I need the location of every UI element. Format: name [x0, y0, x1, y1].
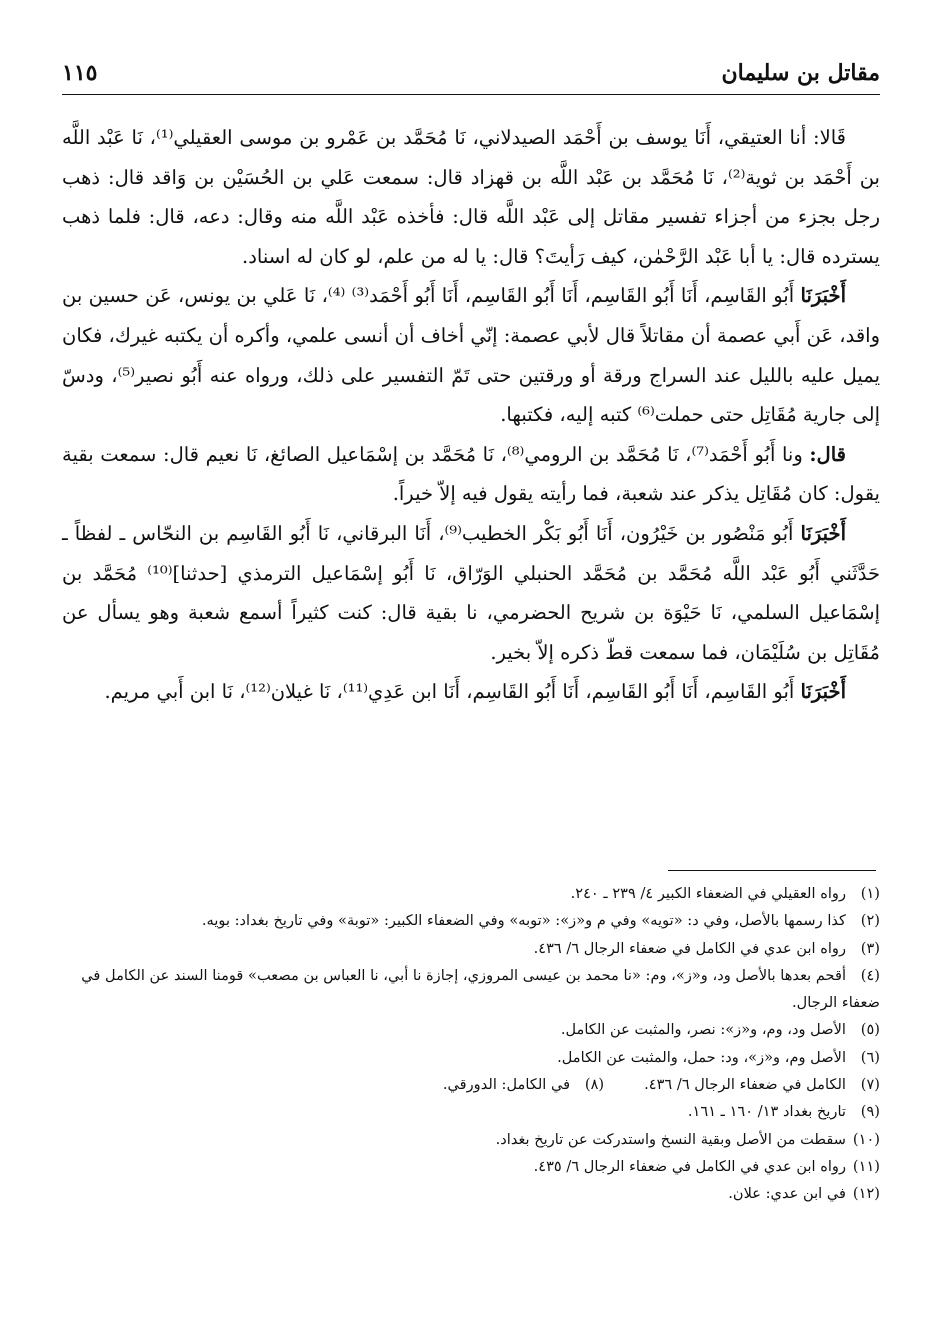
footnote-number: (٨)	[584, 1076, 605, 1094]
footnote	[62, 907, 880, 934]
footnote	[62, 1153, 880, 1180]
footnote-text: رواه ابن عدي في الكامل في ضعفاء الرجال ٦/ ٤٣٥.	[533, 1157, 846, 1175]
footnote	[62, 935, 880, 962]
running-title: مقاتل بن سليمان	[721, 60, 880, 86]
footnote	[62, 1044, 880, 1071]
paragraph-text: قَالا: أنا العتيقي، أَنَا يوسف بن أَحْمَد الصيدلاني، نَا مُحَمَّد بن عَمْرو بن موسى العقيلي⁽¹⁾، نَا عَبْد اللَّه بن أَحْمَد بن ثوية⁽²⁾، نَا مُحَمَّد بن عَبْد اللَّه بن قهزاد قال: سمعت عَلي بن الحُسَيْن بن وَاقد قال: ذهب رجل بجزء من أجزاء تفسير مقاتل إلى عَبْد اللَّه قال: فأخذه عَبْد اللَّه منه وقال: دعه، قال: فلما ذهب يسترده قال: يا أبا عَبْد الرَّحْمٰن، كيف رَأيتَ؟ قال: يا له من علم، لو كان له اسناد.	[62, 126, 880, 268]
footnote-number: (٢)	[860, 912, 880, 930]
paragraph-lead: أَخْبَرَنَا	[800, 521, 846, 545]
footnote-text: تاريخ بغداد ١٣/ ١٦٠ ـ ١٦١.	[687, 1103, 846, 1121]
paragraph	[62, 435, 880, 514]
footnote-number: (٥)	[860, 1021, 880, 1039]
footnote-number: (١٠)	[852, 1130, 880, 1148]
footnote-text: الأصل ود، وم، و«ز»: نصر، والمثبت عن الكامل.	[560, 1021, 846, 1039]
footnote-text: في ابن عدي: علان.	[728, 1185, 846, 1203]
footnote-text: رواه ابن عدي في الكامل في ضعفاء الرجال ٦/ ٤٣٦.	[533, 939, 846, 957]
footnote-text: رواه العقيلي في الضعفاء الكبير ٤/ ٢٣٩ ـ ٢٤٠.	[570, 885, 846, 902]
footnote	[62, 1180, 880, 1207]
paragraph-text: أَبُو القَاسِم، أَنَا أَبُو القَاسِم، أَنَا أَبُو القَاسِم، أَنَا أَبُو أَحْمَد⁽³⁾ ⁽⁴⁾، نَا عَلي بن يونس، عَن حسين بن واقد، عَن أَبي عصمة أن مقاتلاً قال لأبي عصمة: إنّي أخاف أن أنسى علمي، وأكره أن يكتبه غيرك، فكان يميل عليه بالليل عند السراج ورقة أو ورقتين حتى تَمّ التفسير على ذلك، ورواه عنه أَبُو نصير⁽⁵⁾، ودسّ إلى جارية مُقَاتِل حتى حملت⁽⁶⁾ كتبه إليه، فكتبها.	[62, 284, 880, 427]
footnote-number: (٣)	[860, 939, 880, 957]
footnote	[62, 1126, 880, 1153]
page-number: ١١٥	[62, 60, 98, 86]
footnote-text: كذا رسمها بالأصل، وفي د: «تويه» وفي م و«ز»: «توبه» وفي الضعفاء الكبير: «توبة» وفي تاريخ بغداد: بويه.	[201, 912, 846, 930]
paragraph	[62, 118, 880, 276]
footnote-text: الأصل وم، و«ز»، ود: حمل، والمثبت عن الكامل.	[557, 1048, 846, 1066]
footnote	[62, 1098, 880, 1125]
paragraph-lead: أَخْبَرَنَا	[800, 284, 846, 308]
footnote-text: الكامل في ضعفاء الرجال ٦/ ٤٣٦.	[644, 1076, 846, 1094]
footnote	[62, 1016, 880, 1043]
paragraph	[62, 514, 880, 672]
body-text	[62, 118, 880, 712]
paragraph-text: أَبُو مَنْصُور بن خَيْرُون، أَنَا أَبُو بَكْر الخطيب⁽⁹⁾، أَنَا البرقاني، نَا أَبُو القَاسِم بن النحّاس ـ لفظاً ـ حَدَّثَني أَبُو عَبْد اللَّه مُحَمَّد بن مُحَمَّد الحنبلي الوَرّاق، نَا أَبُو إسْمَاعيل الترمذي [حدثنا]⁽¹⁰⁾ مُحَمَّد بن إسْمَاعيل السلمي، نَا حَيْوَة بن شريح الحضرمي، نا بقية قال: كنت كثيراً أسمع شعبة وهو يسأل عن مُقَاتِل بن سُلَيْمَان، فما سمعت قطّ ذكره إلاّ بخير.	[62, 521, 880, 664]
footnote-number: (٧)	[860, 1076, 880, 1094]
footnote-number: (٦)	[860, 1048, 880, 1066]
paragraph-text: أَبُو القَاسِم، أَنَا أَبُو القَاسِم، أَنَا أَبُو القَاسِم، أَنَا ابن عَدِي⁽¹¹⁾، نَا غيلان⁽¹²⁾، نَا ابن أَبي مريم.	[104, 680, 801, 704]
footnote	[62, 1071, 880, 1098]
footnote-number: (١)	[860, 885, 880, 902]
footnote	[62, 962, 880, 1017]
paragraph	[62, 672, 880, 712]
paragraph-text: ونا أَبُو أَحْمَد⁽⁷⁾، نَا مُحَمَّد بن الرومي⁽⁸⁾، نَا مُحَمَّد بن إسْمَاعيل الصائغ، نَا نعيم قال: سمعت بقية يقول: كان مُقَاتِل يذكر عند شعبة، فما رأيته يقول فيه إلاّ خيراً.	[62, 442, 880, 506]
paragraph-lead: قال:	[809, 442, 846, 466]
footnote-number: (١٢)	[852, 1185, 880, 1203]
footnote-text: سقطت من الأصل وبقية النسخ واستدركت عن تاريخ بغداد.	[495, 1130, 846, 1148]
footnote-number: (٩)	[860, 1103, 880, 1121]
footnote-number: (٤)	[860, 966, 880, 984]
page-header	[62, 58, 880, 95]
footnote-text: أقحم بعدها بالأصل ود، و«ز»، وم: «نا محمد بن عيسى المروزي، إجازة نا أبي، نا العباس بن مصعب» قومنا السند عن الكامل في ضعفاء الرجال.	[81, 966, 880, 1012]
footnote-text: في الكامل: الدورقي.	[442, 1076, 571, 1094]
paragraph	[62, 276, 880, 434]
footnote	[62, 880, 880, 907]
footnote-number: (١١)	[852, 1157, 880, 1175]
footnote-divider	[668, 870, 876, 871]
footnotes	[62, 880, 880, 1208]
paragraph-lead: أَخْبَرَنَا	[800, 680, 846, 704]
